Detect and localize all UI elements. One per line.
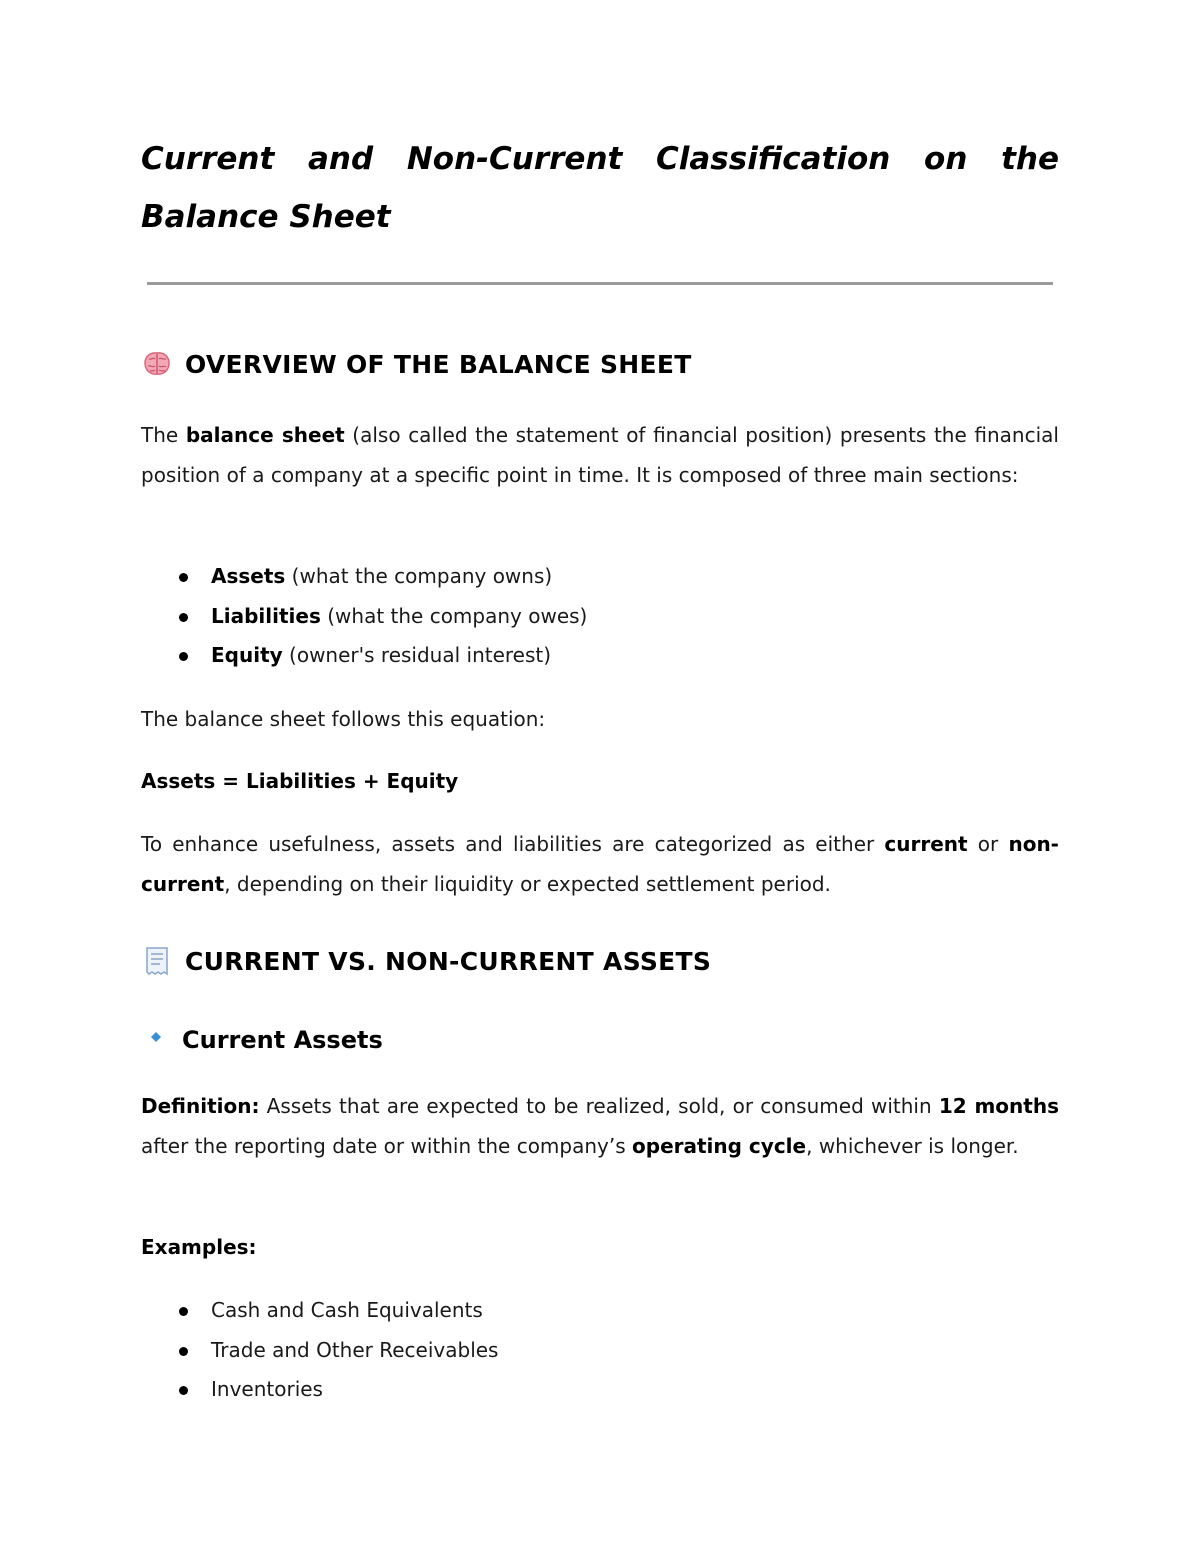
list-item [141, 1291, 498, 1331]
examples-label-text: Examples: [141, 1235, 257, 1259]
assets-heading [141, 945, 711, 977]
equation-text: Assets = Liabilities + Equity [141, 769, 459, 793]
small-blue-diamond-icon [141, 1022, 171, 1058]
section-desc: (what the company owes) [320, 603, 588, 628]
current-assets-definition [141, 1087, 1059, 1166]
equation-intro: The balance sheet follows this equation: [141, 707, 546, 731]
current-assets-heading-text: Current Assets [182, 1026, 383, 1054]
list-item [141, 1370, 498, 1410]
document-title: Current and Non-Current Classification on the Balance Sheet [141, 141, 1059, 235]
overview-heading-text: OVERVIEW OF THE BALANCE SHEET [185, 349, 692, 379]
definition-text-1: Assets that are expected to be realized, sold, or consumed within [259, 1094, 939, 1118]
section-term: Assets [211, 564, 286, 588]
list-item [141, 597, 587, 637]
section-term: Equity [211, 643, 283, 667]
usefulness-text-3: , depending on their liquidity or expected settlement period. [224, 871, 831, 896]
balance-sheet-intro-paragraph [141, 416, 1059, 495]
usefulness-bold-current: current [884, 832, 968, 856]
brain-icon [141, 348, 173, 380]
list-item [141, 636, 587, 676]
current-assets-examples-list [141, 1291, 498, 1410]
definition-bold-operating-cycle: operating cycle [632, 1133, 807, 1158]
overview-heading [141, 348, 692, 380]
section-desc: (what the company owns) [285, 564, 553, 588]
bullet-icon [179, 573, 188, 582]
section-term: Liabilities [211, 603, 321, 628]
example-text: Inventories [211, 1377, 323, 1401]
horizontal-divider [147, 282, 1053, 285]
intro-text-1: The [141, 423, 186, 447]
bullet-icon [179, 1386, 188, 1395]
usefulness-text-2: or [967, 832, 1009, 856]
bullet-icon [179, 613, 188, 622]
definition-text-2: after the reporting date or within the company’s [141, 1133, 633, 1158]
section-desc: (owner's residual interest) [282, 643, 552, 667]
usefulness-bold-non-current: non-current [141, 832, 1059, 896]
example-text: Trade and Other Receivables [211, 1337, 499, 1362]
list-item [141, 557, 587, 597]
balance-sheet-sections-list [141, 557, 587, 676]
intro-bold-balance-sheet: balance sheet [185, 423, 345, 447]
assets-heading-text: CURRENT VS. NON-CURRENT ASSETS [185, 946, 712, 976]
balance-sheet-equation [141, 762, 458, 801]
current-assets-heading [141, 1022, 383, 1058]
definition-text-3: , whichever is longer. [806, 1133, 1019, 1158]
bullet-icon [179, 1307, 188, 1316]
definition-label: Definition: [141, 1094, 260, 1118]
bullet-icon [179, 1347, 188, 1356]
example-text: Cash and Cash Equivalents [211, 1298, 483, 1322]
examples-label [141, 1228, 257, 1267]
list-item [141, 1331, 498, 1371]
intro-text-2: (also called the statement of financial position) presents the financial position of a company at a specific point in time. It is composed of three main sections: [141, 423, 1059, 487]
receipt-icon [141, 945, 173, 977]
definition-bold-12-months: 12 months [938, 1094, 1059, 1118]
usefulness-paragraph [141, 825, 1059, 904]
bullet-icon [179, 652, 188, 661]
usefulness-text-1: To enhance usefulness, assets and liabilities are categorized as either [141, 832, 885, 856]
